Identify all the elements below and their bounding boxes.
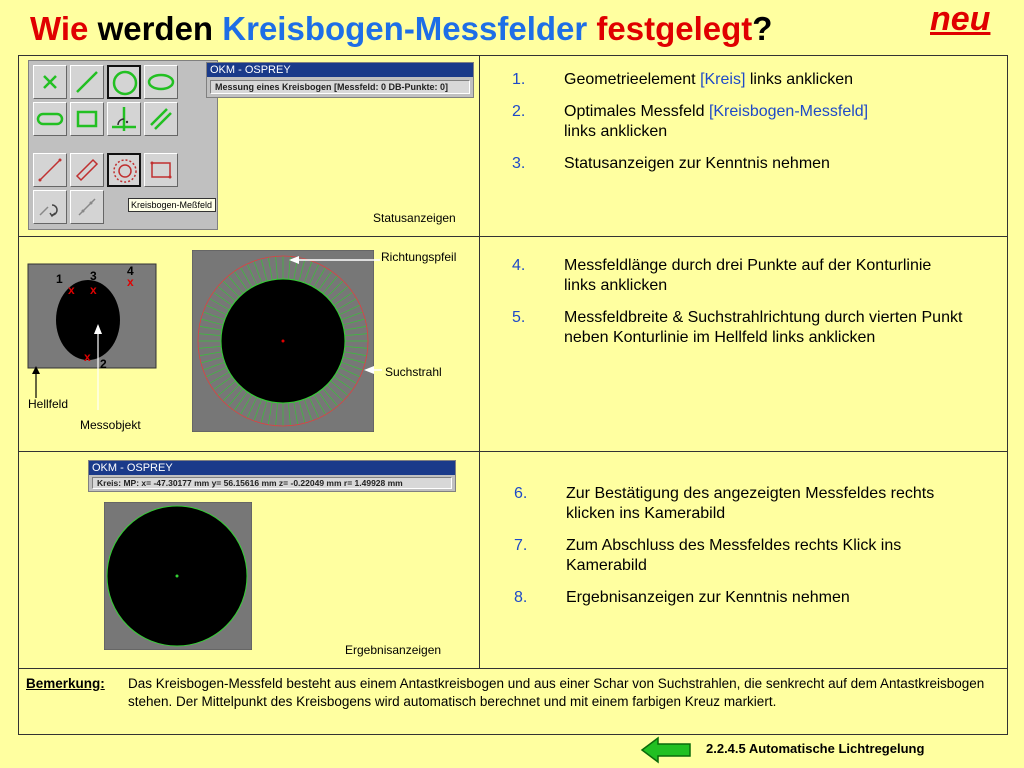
richtungspfeil-arrow bbox=[285, 252, 385, 268]
result-window-text: Kreis: MP: x= -47.30177 mm y= 56.15616 mm z= -0.22049 mm r= 1.49928 mm bbox=[92, 477, 452, 489]
slot-icon bbox=[34, 103, 66, 135]
back-arrow-icon[interactable] bbox=[640, 736, 692, 764]
step-8-text: Ergebnisanzeigen zur Kenntnis nehmen bbox=[566, 589, 850, 606]
messobjekt-shape bbox=[56, 280, 120, 360]
point-label-1: 1 bbox=[56, 272, 63, 286]
point-marker-4: x bbox=[127, 275, 134, 289]
point-field-icon bbox=[71, 191, 103, 223]
parallel-lines-icon bbox=[145, 103, 177, 135]
undo-icon bbox=[34, 191, 66, 223]
tool-tooltip: Kreisbogen-Meßfeld bbox=[128, 198, 216, 212]
status-window-title: OKM - OSPREY bbox=[207, 63, 473, 77]
hellfeld-label: Hellfeld bbox=[28, 397, 69, 411]
steps-list-1 bbox=[512, 70, 992, 186]
suchstrahl-label: Suchstrahl bbox=[385, 365, 442, 379]
footer-link[interactable]: 2.2.4.5 Automatische Lichtregelung bbox=[706, 741, 925, 756]
step-2-highlight: [Kreisbogen-Messfeld] bbox=[708, 103, 869, 120]
parallel-lines-tool-button[interactable] bbox=[144, 102, 178, 136]
rect-field-tool-button[interactable] bbox=[144, 153, 178, 187]
rectangle-icon bbox=[71, 103, 103, 135]
step-3-number: 3. bbox=[512, 155, 526, 172]
title-word-werden: werden bbox=[97, 10, 214, 47]
slot-tool-button[interactable] bbox=[33, 102, 67, 136]
steps-list-3 bbox=[514, 484, 984, 620]
divider-column bbox=[479, 56, 480, 668]
step-1-text-b: links anklicken bbox=[745, 71, 854, 88]
area-field-icon bbox=[71, 154, 103, 186]
remark-label: Bemerkung: bbox=[26, 676, 105, 691]
point-marker-2: x bbox=[84, 350, 91, 364]
remark-text: Das Kreisbogen-Messfeld besteht aus einem Antastkreisbogen und aus einer Schar von Suchstrahlen, die senkrecht auf dem Antastkreisbogen stehen. Der Mittelpunkt des Kreisbogens wird automatisch berechnet und mit einem farbigen Kreuz markiert. bbox=[128, 676, 985, 709]
arc-field-tool-button[interactable] bbox=[107, 153, 141, 187]
point-x-icon bbox=[34, 66, 66, 98]
circle-tool-button[interactable] bbox=[107, 65, 141, 99]
result-window-title: OKM - OSPREY bbox=[89, 461, 455, 475]
new-badge: neu bbox=[930, 0, 991, 38]
line-icon bbox=[71, 66, 103, 98]
ellipse-tool-button[interactable] bbox=[144, 65, 178, 99]
step-1-text-a: Geometrieelement bbox=[564, 71, 701, 88]
step-5-text: Messfeldbreite & Suchstrahlrichtung durch vierten Punkt neben Konturlinie im Hellfeld links anklicken bbox=[564, 309, 963, 346]
step-4-number: 4. bbox=[512, 257, 526, 274]
step-2-text-b: links anklicken bbox=[564, 123, 668, 140]
camera-image-search-rays bbox=[192, 250, 374, 432]
step-3-text: Statusanzeigen zur Kenntnis nehmen bbox=[564, 155, 830, 172]
center-marker bbox=[282, 340, 285, 343]
point-marker-1: x bbox=[68, 283, 75, 297]
point-label-4: 4 bbox=[127, 264, 134, 278]
title-word-wie: Wie bbox=[30, 10, 89, 47]
title-word-kreisbogen: Kreisbogen-Messfelder bbox=[222, 10, 588, 47]
divider-row-3 bbox=[19, 668, 1007, 669]
step-5 bbox=[512, 308, 987, 348]
remark-section bbox=[26, 675, 1001, 709]
arc-field-icon bbox=[109, 155, 141, 187]
point-label-3: 3 bbox=[90, 269, 97, 283]
step-7-number: 7. bbox=[514, 537, 528, 554]
line-field-icon bbox=[34, 154, 66, 186]
point-label-2: 2 bbox=[100, 357, 107, 371]
result-window bbox=[88, 460, 456, 492]
status-window-text: Messung eines Kreisbogen [Messfeld: 0 DB-Punkte: 0] bbox=[210, 80, 470, 94]
step-6 bbox=[514, 484, 969, 524]
undo-tool-button[interactable] bbox=[33, 190, 67, 224]
statusanzeigen-caption: Statusanzeigen bbox=[373, 211, 456, 225]
step-2-number: 2. bbox=[512, 103, 526, 120]
circle-icon bbox=[109, 67, 141, 99]
angle-tool-button[interactable] bbox=[107, 102, 141, 136]
divider-row-2 bbox=[19, 451, 1007, 452]
page-title bbox=[30, 10, 772, 48]
rectangle-tool-button[interactable] bbox=[70, 102, 104, 136]
angle-icon bbox=[108, 103, 140, 135]
step-1-highlight: [Kreis] bbox=[700, 71, 746, 88]
step-2-text-a: Optimales Messfeld bbox=[564, 103, 709, 120]
step-1 bbox=[512, 70, 992, 90]
step-2 bbox=[512, 102, 962, 142]
messobjekt-label: Messobjekt bbox=[80, 418, 141, 432]
line-tool-button[interactable] bbox=[70, 65, 104, 99]
step-5-number: 5. bbox=[512, 309, 526, 326]
area-field-tool-button[interactable] bbox=[70, 153, 104, 187]
point-tool-button[interactable] bbox=[33, 65, 67, 99]
point-marker-3: x bbox=[90, 283, 97, 297]
step-7 bbox=[514, 536, 959, 576]
step-7-text: Zum Abschluss des Messfeldes rechts Klick ins Kamerabild bbox=[566, 537, 902, 574]
result-center-marker bbox=[176, 575, 179, 578]
title-word-festgelegt: festgelegt bbox=[596, 10, 753, 47]
steps-list-2 bbox=[512, 256, 992, 360]
status-window bbox=[206, 62, 474, 98]
step-4 bbox=[512, 256, 932, 296]
rect-field-icon bbox=[145, 154, 177, 186]
point-field-tool-button[interactable] bbox=[70, 190, 104, 224]
richtungspfeil-label: Richtungspfeil bbox=[381, 250, 457, 264]
camera-image-result bbox=[104, 502, 252, 650]
step-3 bbox=[512, 154, 992, 174]
step-8-number: 8. bbox=[514, 589, 528, 606]
divider-row-1 bbox=[19, 236, 1007, 237]
suchstrahl-arrow bbox=[362, 362, 384, 378]
ellipse-icon bbox=[145, 66, 177, 98]
step-8 bbox=[514, 588, 984, 608]
step-1-number: 1. bbox=[512, 71, 526, 88]
title-question-mark: ? bbox=[752, 10, 773, 47]
step-6-number: 6. bbox=[514, 485, 528, 502]
step-6-text: Zur Bestätigung des angezeigten Messfeldes rechts klicken ins Kamerabild bbox=[566, 485, 935, 522]
step-4-text: Messfeldlänge durch drei Punkte auf der Konturlinie links anklicken bbox=[564, 257, 932, 294]
line-field-tool-button[interactable] bbox=[33, 153, 67, 187]
ergebnisanzeigen-caption: Ergebnisanzeigen bbox=[345, 643, 442, 657]
